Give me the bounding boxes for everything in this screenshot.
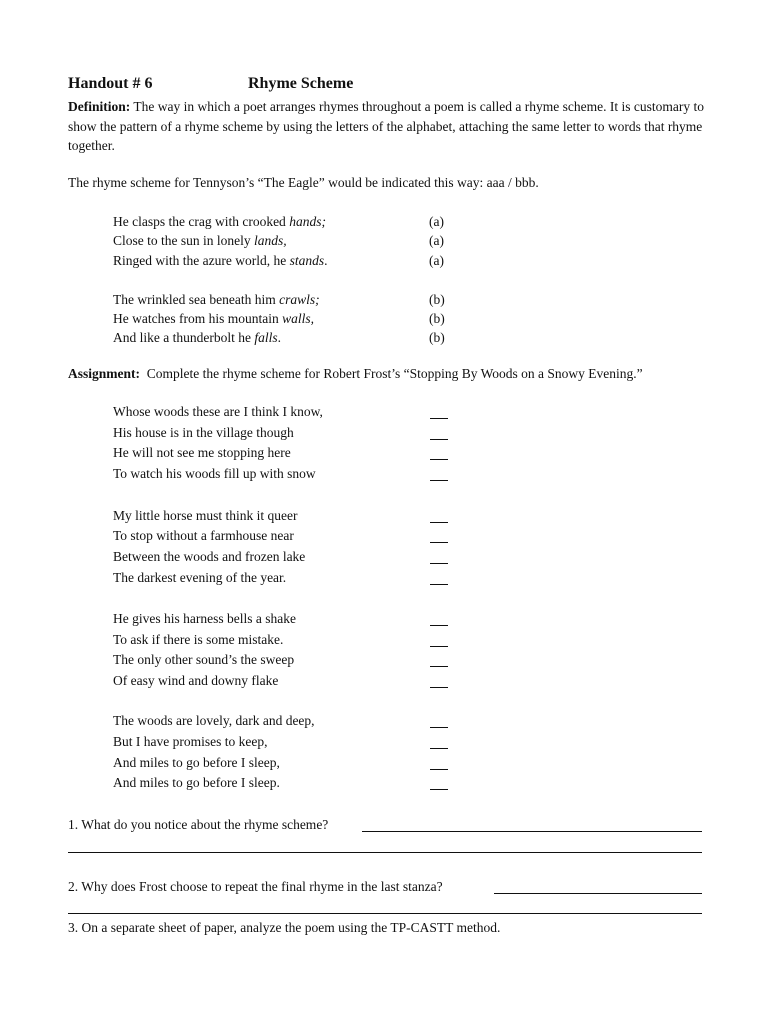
answer-blank-15[interactable] <box>430 769 448 770</box>
definition-paragraph <box>68 97 708 156</box>
definition-label: Definition: <box>68 99 131 114</box>
frost-line-5: My little horse must think it queer <box>113 508 298 523</box>
eagle-line-5: He watches from his mountain walls, <box>113 311 314 326</box>
answer-blank-11[interactable] <box>430 666 448 667</box>
frost-line-11: The only other sound’s the sweep <box>113 652 295 667</box>
answer-blank-2[interactable] <box>430 439 448 440</box>
definition-text: The way in which a poet arranges rhymes throughout a poem is called a rhyme scheme. It is customary to show the pattern of a rhyme scheme by using the letters of the alphabet, attaching the same letter to words that rhyme together. <box>68 99 704 153</box>
assignment-text: Complete the rhyme scheme for Robert Frost’s “Stopping By Woods on a Snowy Evening.” <box>146 366 643 381</box>
answer-blank-10[interactable] <box>430 646 448 647</box>
question-1: 1. What do you notice about the rhyme scheme? <box>68 817 329 832</box>
answer-blank-7[interactable] <box>430 563 448 564</box>
answer-blank-6[interactable] <box>430 542 448 543</box>
eagle-label-4: (b) <box>429 292 445 307</box>
frost-line-12: Of easy wind and downy flake <box>113 673 279 688</box>
frost-line-10: To ask if there is some mistake. <box>113 632 284 647</box>
question-3: 3. On a separate sheet of paper, analyze the poem using the TP-CASTT method. <box>68 920 501 935</box>
assignment-label: Assignment: <box>68 366 141 381</box>
frost-line-15: And miles to go before I sleep, <box>113 755 280 770</box>
eagle-label-5: (b) <box>429 311 445 326</box>
frost-line-7: Between the woods and frozen lake <box>113 549 306 564</box>
answer-blank-9[interactable] <box>430 625 448 626</box>
example-intro: The rhyme scheme for Tennyson’s “The Eagle” would be indicated this way: aaa / bbb. <box>68 175 539 190</box>
answer-blank-1[interactable] <box>430 418 448 419</box>
question-2: 2. Why does Frost choose to repeat the final rhyme in the last stanza? <box>68 879 443 894</box>
frost-line-9: He gives his harness bells a shake <box>113 611 296 626</box>
handout-number: Handout # 6 <box>68 75 153 92</box>
answer-line-1b[interactable] <box>68 852 702 853</box>
answer-blank-16[interactable] <box>430 789 448 790</box>
answer-blank-12[interactable] <box>430 687 448 688</box>
answer-line-2b[interactable] <box>68 913 702 914</box>
eagle-line-1: He clasps the crag with crooked hands; <box>113 214 326 229</box>
frost-line-1: Whose woods these are I think I know, <box>113 404 323 419</box>
frost-line-3: He will not see me stopping here <box>113 445 291 460</box>
eagle-label-2: (a) <box>429 233 444 248</box>
eagle-line-3: Ringed with the azure world, he stands. <box>113 253 328 268</box>
page-title: Rhyme Scheme <box>248 75 354 92</box>
answer-line-2a[interactable] <box>494 893 702 894</box>
frost-line-14: But I have promises to keep, <box>113 734 268 749</box>
answer-blank-13[interactable] <box>430 727 448 728</box>
frost-line-6: To stop without a farmhouse near <box>113 528 294 543</box>
eagle-line-2: Close to the sun in lonely lands, <box>113 233 287 248</box>
eagle-label-3: (a) <box>429 253 444 268</box>
answer-blank-14[interactable] <box>430 748 448 749</box>
answer-line-1a[interactable] <box>362 831 702 832</box>
answer-blank-5[interactable] <box>430 522 448 523</box>
answer-blank-8[interactable] <box>430 584 448 585</box>
frost-line-13: The woods are lovely, dark and deep, <box>113 713 315 728</box>
eagle-label-1: (a) <box>429 214 444 229</box>
frost-line-16: And miles to go before I sleep. <box>113 775 280 790</box>
frost-line-2: His house is in the village though <box>113 425 294 440</box>
answer-blank-3[interactable] <box>430 459 448 460</box>
frost-line-4: To watch his woods fill up with snow <box>113 466 316 481</box>
eagle-line-4: The wrinkled sea beneath him crawls; <box>113 292 320 307</box>
answer-blank-4[interactable] <box>430 480 448 481</box>
eagle-line-6: And like a thunderbolt he falls. <box>113 330 281 345</box>
eagle-label-6: (b) <box>429 330 445 345</box>
assignment-line <box>68 366 643 382</box>
frost-line-8: The darkest evening of the year. <box>113 570 287 585</box>
